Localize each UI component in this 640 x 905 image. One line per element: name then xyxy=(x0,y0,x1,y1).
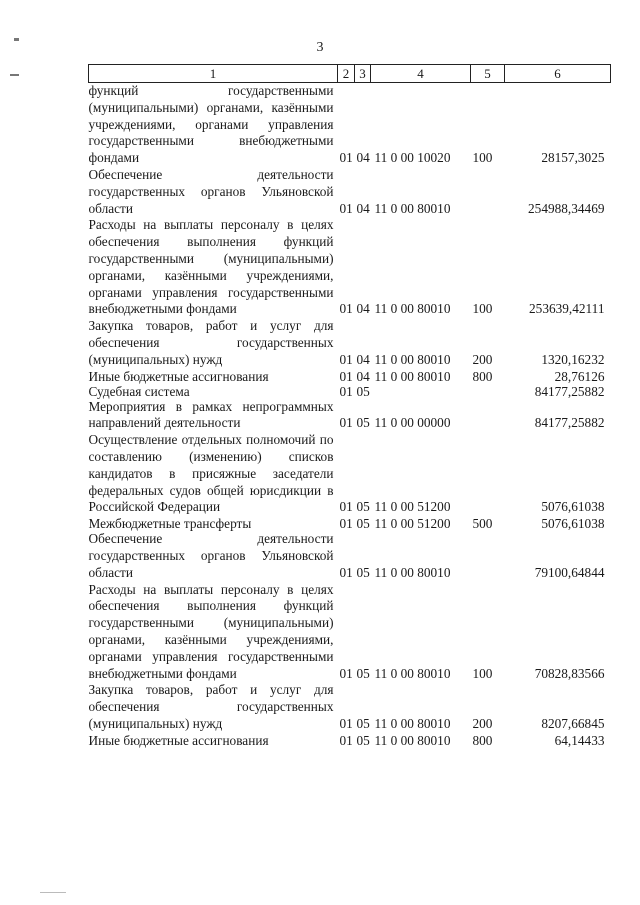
row-expense-type: 100 xyxy=(472,665,493,681)
row-expense-type xyxy=(471,432,505,516)
page-number: 3 xyxy=(316,40,324,55)
table-row xyxy=(89,217,611,318)
row-target-article: 11 0 00 00000 xyxy=(374,415,451,431)
row-subsection: 05 xyxy=(356,499,370,515)
row-expense-type: 800 xyxy=(472,368,493,384)
row-name: Осуществление отдельных полномочий по составлению (изменению) списков кандидатов в присяжные заседатели федеральных судов общей юрисдикции в Российской Федерации xyxy=(88,432,334,515)
row-subsection: 04 xyxy=(356,200,370,216)
row-name: Мероприятия в рамках непрограммных направлений деятельности xyxy=(88,398,334,431)
row-expense-type: 200 xyxy=(472,351,493,367)
row-expense-type xyxy=(471,399,505,433)
row-subsection: 04 xyxy=(356,351,370,367)
table-row xyxy=(89,682,611,732)
header-col-6: 6 xyxy=(505,65,611,83)
row-expense-type: 100 xyxy=(472,150,493,166)
row-amount: 84177,25882 xyxy=(534,415,605,431)
row-subsection: 04 xyxy=(356,301,370,317)
row-amount: 79100,64844 xyxy=(534,564,605,580)
scan-mark xyxy=(40,892,66,893)
row-amount: 84177,25882 xyxy=(534,383,605,399)
row-section: 01 xyxy=(339,200,353,216)
row-amount: 1320,16232 xyxy=(541,351,605,367)
row-expense-type: 800 xyxy=(472,732,493,748)
row-amount: 8207,66845 xyxy=(541,715,605,731)
row-target-article: 11 0 00 80010 xyxy=(374,564,451,580)
row-target-article: 11 0 00 80010 xyxy=(374,301,451,317)
row-expense-type xyxy=(471,167,505,217)
table-row xyxy=(89,384,611,399)
row-section: 01 xyxy=(339,715,353,731)
header-col-4: 4 xyxy=(371,65,471,83)
row-target-article: 11 0 00 80010 xyxy=(374,368,451,384)
header-col-5: 5 xyxy=(471,65,505,83)
row-target-article: 11 0 00 51200 xyxy=(374,499,451,515)
header-col-3: 3 xyxy=(355,65,371,83)
row-subsection: 05 xyxy=(356,383,370,399)
row-name: Судебная система xyxy=(88,383,190,399)
table-row xyxy=(89,369,611,384)
row-section: 01 xyxy=(339,499,353,515)
row-target-article: 11 0 00 80010 xyxy=(374,665,451,681)
row-name: Расходы на выплаты персоналу в целях обеспечения выполнения функций государственными (муниципальными) органами, казёнными учреждениями, органами управления государственными внебюджетными фондами xyxy=(88,581,334,681)
row-name: Иные бюджетные ассигнования xyxy=(88,368,269,384)
row-target-article: 11 0 00 80010 xyxy=(374,715,451,731)
table-row xyxy=(89,318,611,368)
budget-table xyxy=(88,64,611,748)
row-name: Расходы на выплаты персоналу в целях обеспечения выполнения функций государственными (муниципальными) органами, казёнными учреждениями, органами управления государственными внебюджетными фондами xyxy=(88,217,334,317)
row-section: 01 xyxy=(339,368,353,384)
row-subsection: 05 xyxy=(356,665,370,681)
row-section: 01 xyxy=(339,383,353,399)
row-amount: 5076,61038 xyxy=(541,516,605,532)
row-target-article: 11 0 00 80010 xyxy=(374,200,451,216)
row-subsection: 05 xyxy=(356,564,370,580)
row-name: функций государственными (муниципальными) органами, казёнными учреждениями, органами управления государственными внебюджетными фондами xyxy=(88,83,334,166)
row-expense-type: 500 xyxy=(472,516,493,532)
table-row xyxy=(89,582,611,683)
table-header xyxy=(89,65,611,83)
row-expense-type xyxy=(471,531,505,581)
row-subsection: 05 xyxy=(356,516,370,532)
header-col-2: 2 xyxy=(338,65,355,83)
row-name: Обеспечение деятельности государственных органов Ульяновской области xyxy=(88,166,334,216)
row-section: 01 xyxy=(339,150,353,166)
table-row xyxy=(89,399,611,433)
header-col-1: 1 xyxy=(89,65,338,83)
row-target-article xyxy=(371,384,471,399)
row-section: 01 xyxy=(339,564,353,580)
row-amount: 28157,3025 xyxy=(541,150,605,166)
table-row xyxy=(89,531,611,581)
table-body xyxy=(89,83,611,748)
row-subsection: 04 xyxy=(356,150,370,166)
row-amount: 70828,83566 xyxy=(534,665,605,681)
row-target-article: 11 0 00 80010 xyxy=(374,732,451,748)
row-subsection: 05 xyxy=(356,732,370,748)
row-name: Иные бюджетные ассигнования xyxy=(88,732,269,748)
row-target-article: 11 0 00 80010 xyxy=(374,351,451,367)
row-name: Обеспечение деятельности государственных органов Ульяновской области xyxy=(88,531,334,580)
row-expense-type xyxy=(471,384,505,399)
row-amount: 253639,42111 xyxy=(529,301,605,317)
row-target-article: 11 0 00 10020 xyxy=(374,150,451,166)
row-target-article: 11 0 00 51200 xyxy=(374,516,451,532)
row-section: 01 xyxy=(339,516,353,532)
table-row xyxy=(89,733,611,748)
row-subsection: 05 xyxy=(356,715,370,731)
row-amount: 64,14433 xyxy=(554,732,605,748)
row-name: Закупка товаров, работ и услуг для обеспечения государственных (муниципальных) нужд xyxy=(88,682,334,731)
row-section: 01 xyxy=(339,732,353,748)
row-expense-type: 100 xyxy=(472,301,493,317)
row-section: 01 xyxy=(339,665,353,681)
row-section: 01 xyxy=(339,351,353,367)
scan-mark xyxy=(10,74,19,76)
table-row xyxy=(89,516,611,531)
row-section: 01 xyxy=(339,301,353,317)
row-name: Межбюджетные трансферты xyxy=(88,516,252,532)
row-subsection: 05 xyxy=(356,415,370,431)
row-section: 01 xyxy=(339,415,353,431)
table-row xyxy=(89,167,611,217)
row-amount: 28,76126 xyxy=(554,368,605,384)
row-amount: 254988,34469 xyxy=(528,200,605,216)
table-row xyxy=(89,83,611,167)
row-name: Закупка товаров, работ и услуг для обеспечения государственных (муниципальных) нужд xyxy=(88,318,334,367)
row-amount: 5076,61038 xyxy=(541,499,605,515)
row-subsection: 04 xyxy=(356,368,370,384)
row-expense-type: 200 xyxy=(472,715,493,731)
table-row xyxy=(89,432,611,516)
